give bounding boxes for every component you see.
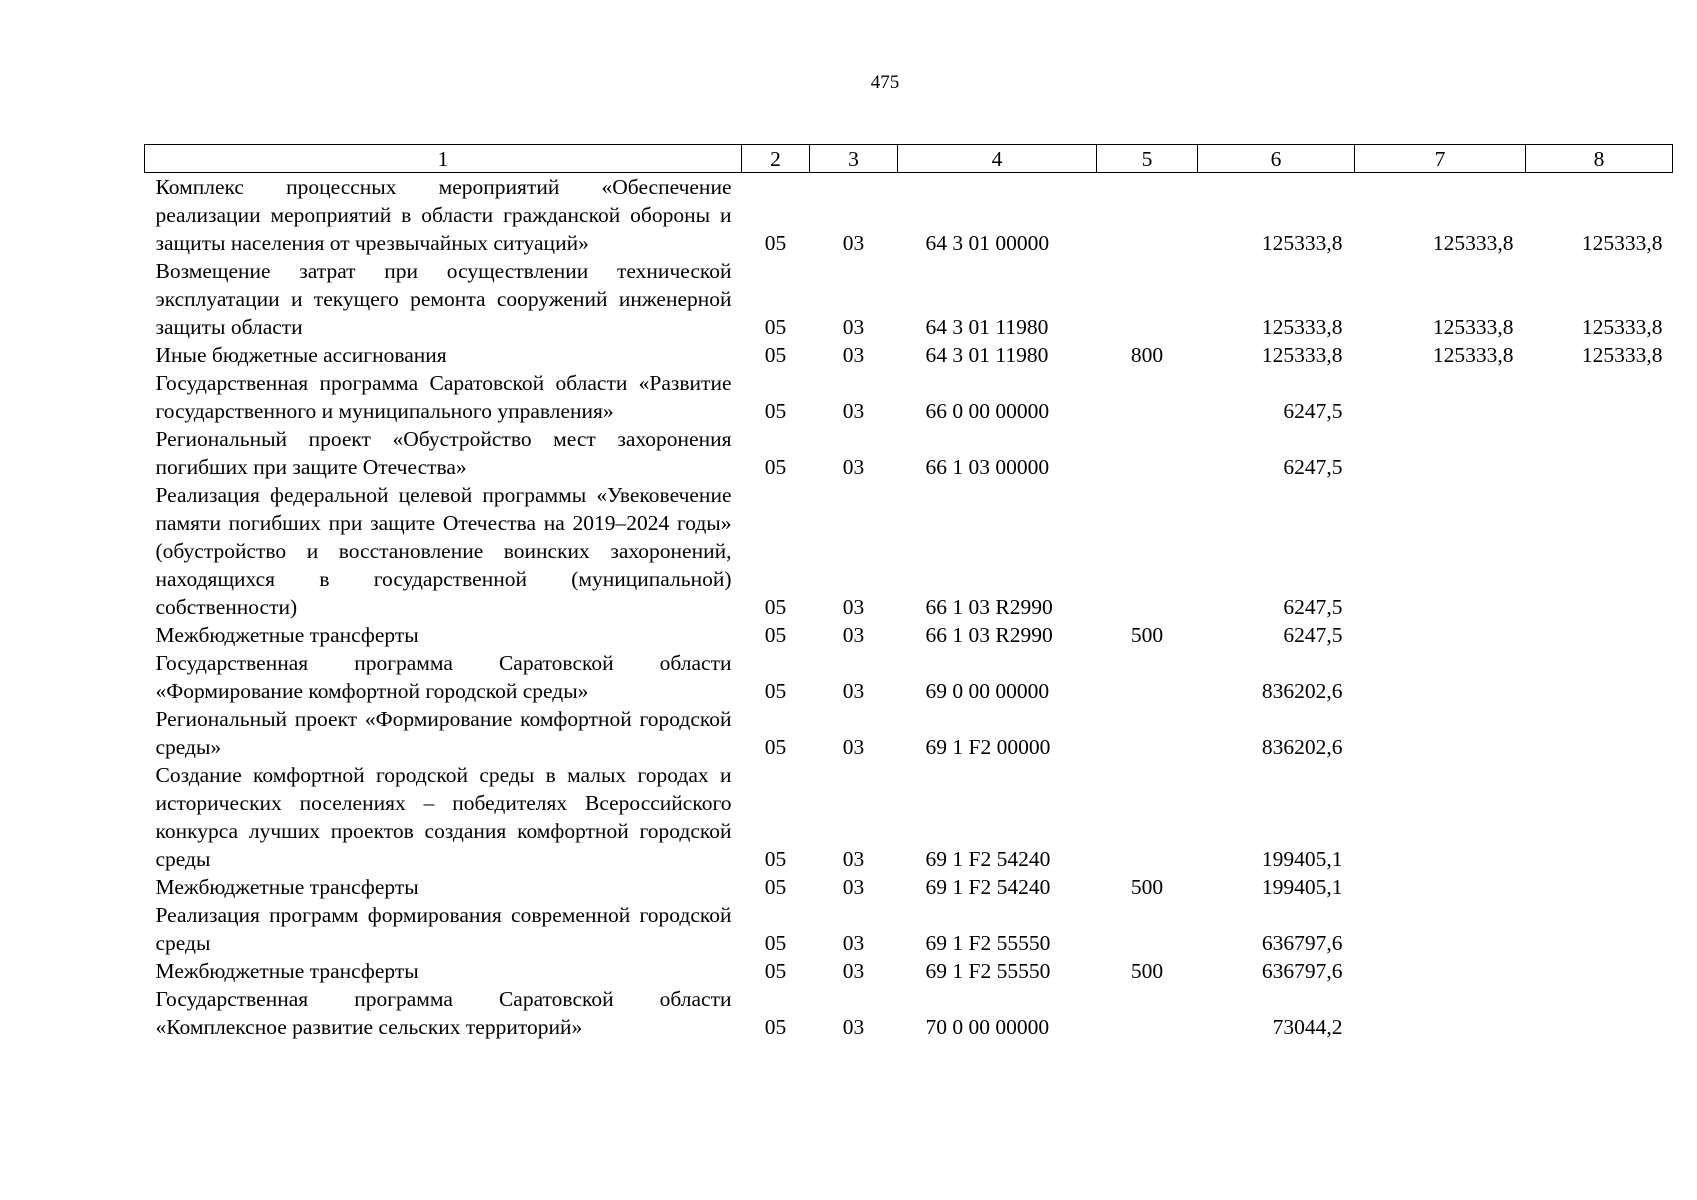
amount-col-7: 125333,8 xyxy=(1432,343,1514,367)
amount-col-7 xyxy=(1355,369,1526,425)
column-header-2: 2 xyxy=(742,145,810,173)
section-code: 05 xyxy=(764,931,787,955)
amount-col-6: 836202,6 xyxy=(1261,735,1343,759)
section-code: 05 xyxy=(764,343,787,367)
table-row xyxy=(145,425,1673,481)
target-article-code: 64 3 01 00000 xyxy=(925,231,1050,255)
expense-type-code xyxy=(1097,901,1198,957)
table-row xyxy=(145,481,1673,621)
section-code: 05 xyxy=(764,595,787,619)
amount-col-7 xyxy=(1355,873,1526,901)
column-header-1: 1 xyxy=(145,145,742,173)
target-article-code: 66 1 03 R2990 xyxy=(925,595,1053,619)
amount-col-8 xyxy=(1526,425,1673,481)
column-header-8: 8 xyxy=(1526,145,1673,173)
row-name: Создание комфортной городской среды в малых городах и исторических поселениях – победителях Всероссийского конкурса лучших проектов создания комфортной городской среды xyxy=(155,763,732,871)
expense-type-code xyxy=(1097,257,1198,341)
amount-col-6: 6247,5 xyxy=(1283,595,1343,619)
amount-col-8 xyxy=(1526,481,1673,621)
column-header-6: 6 xyxy=(1198,145,1355,173)
amount-col-8: 125333,8 xyxy=(1581,231,1663,255)
row-name: Межбюджетные трансферты xyxy=(155,959,419,983)
table-body xyxy=(145,173,1673,1042)
target-article-code: 66 0 00 00000 xyxy=(925,399,1050,423)
row-name: Региональный проект «Обустройство мест захоронения погибших при защите Отечества» xyxy=(155,427,732,479)
target-article-code: 69 1 F2 55550 xyxy=(925,959,1051,983)
row-name: Межбюджетные трансферты xyxy=(155,623,419,647)
amount-col-8 xyxy=(1526,761,1673,873)
expense-type-code: 800 xyxy=(1130,343,1164,367)
budget-table xyxy=(144,144,1673,1041)
amount-col-6: 6247,5 xyxy=(1283,399,1343,423)
subsection-code: 03 xyxy=(842,231,865,255)
section-code: 05 xyxy=(764,875,787,899)
row-name: Возмещение затрат при осуществлении технической эксплуатации и текущего ремонта сооружений инженерной защиты области xyxy=(155,259,732,339)
amount-col-7 xyxy=(1355,985,1526,1041)
row-name: Государственная программа Саратовской области «Развитие государственного и муниципального управления» xyxy=(155,371,732,423)
amount-col-7 xyxy=(1355,649,1526,705)
table-row xyxy=(145,257,1673,341)
amount-col-6: 125333,8 xyxy=(1261,343,1343,367)
amount-col-8 xyxy=(1526,649,1673,705)
section-code: 05 xyxy=(764,735,787,759)
amount-col-6: 6247,5 xyxy=(1283,623,1343,647)
subsection-code: 03 xyxy=(842,595,865,619)
amount-col-8 xyxy=(1526,369,1673,425)
row-name: Государственная программа Саратовской области «Формирование комфортной городской среды» xyxy=(155,651,732,703)
amount-col-7: 125333,8 xyxy=(1432,231,1514,255)
subsection-code: 03 xyxy=(842,875,865,899)
target-article-code: 66 1 03 R2990 xyxy=(925,623,1053,647)
subsection-code: 03 xyxy=(842,847,865,871)
section-code: 05 xyxy=(764,1015,787,1039)
amount-col-6: 636797,6 xyxy=(1261,931,1343,955)
target-article-code: 69 1 F2 54240 xyxy=(925,847,1051,871)
target-article-code: 69 0 00 00000 xyxy=(925,679,1050,703)
expense-type-code xyxy=(1097,705,1198,761)
amount-col-6: 73044,2 xyxy=(1272,1015,1343,1039)
column-header-5: 5 xyxy=(1097,145,1198,173)
amount-col-7 xyxy=(1355,481,1526,621)
table-row xyxy=(145,621,1673,649)
row-name: Государственная программа Саратовской области «Комплексное развитие сельских территорий» xyxy=(155,987,732,1039)
column-header-4: 4 xyxy=(898,145,1097,173)
amount-col-6: 199405,1 xyxy=(1261,875,1343,899)
subsection-code: 03 xyxy=(842,315,865,339)
expense-type-code: 500 xyxy=(1130,623,1164,647)
expense-type-code: 500 xyxy=(1130,959,1164,983)
row-name: Региональный проект «Формирование комфортной городской среды» xyxy=(155,707,732,759)
section-code: 05 xyxy=(764,959,787,983)
column-header-7: 7 xyxy=(1355,145,1526,173)
amount-col-8: 125333,8 xyxy=(1581,343,1663,367)
table-row xyxy=(145,761,1673,873)
target-article-code: 64 3 01 11980 xyxy=(925,343,1049,367)
column-header-3: 3 xyxy=(810,145,898,173)
amount-col-8 xyxy=(1526,957,1673,985)
amount-col-6: 6247,5 xyxy=(1283,455,1343,479)
target-article-code: 69 1 F2 54240 xyxy=(925,875,1051,899)
row-name: Межбюджетные трансферты xyxy=(155,875,419,899)
amount-col-8 xyxy=(1526,873,1673,901)
section-code: 05 xyxy=(764,231,787,255)
target-article-code: 69 1 F2 00000 xyxy=(925,735,1051,759)
amount-col-7 xyxy=(1355,901,1526,957)
table-row xyxy=(145,649,1673,705)
section-code: 05 xyxy=(764,399,787,423)
section-code: 05 xyxy=(764,679,787,703)
amount-col-7 xyxy=(1355,705,1526,761)
table-header xyxy=(145,145,1673,173)
amount-col-7 xyxy=(1355,621,1526,649)
amount-col-8: 125333,8 xyxy=(1581,315,1663,339)
header-row xyxy=(145,145,1673,173)
amount-col-6: 125333,8 xyxy=(1261,231,1343,255)
section-code: 05 xyxy=(764,315,787,339)
subsection-code: 03 xyxy=(842,679,865,703)
table-row xyxy=(145,705,1673,761)
table-row xyxy=(145,957,1673,985)
page-number: 475 xyxy=(870,72,900,93)
amount-col-7: 125333,8 xyxy=(1432,315,1514,339)
amount-col-8 xyxy=(1526,901,1673,957)
subsection-code: 03 xyxy=(842,735,865,759)
target-article-code: 64 3 01 11980 xyxy=(925,315,1049,339)
row-name: Реализация программ формирования современной городской среды xyxy=(155,903,732,955)
row-name: Реализация федеральной целевой программы «Увековечение памяти погибших при защите Отечества на 2019–2024 годы» (обустройство и восстановление воинских захоронений, находящихся в государственной (муниципальной) собственности) xyxy=(155,483,732,619)
subsection-code: 03 xyxy=(842,931,865,955)
table-row xyxy=(145,369,1673,425)
table-row xyxy=(145,173,1673,258)
target-article-code: 69 1 F2 55550 xyxy=(925,931,1051,955)
amount-col-6: 199405,1 xyxy=(1261,847,1343,871)
subsection-code: 03 xyxy=(842,399,865,423)
section-code: 05 xyxy=(764,623,787,647)
subsection-code: 03 xyxy=(842,455,865,479)
subsection-code: 03 xyxy=(842,959,865,983)
amount-col-6: 125333,8 xyxy=(1261,315,1343,339)
amount-col-7 xyxy=(1355,957,1526,985)
target-article-code: 70 0 00 00000 xyxy=(925,1015,1050,1039)
table-row xyxy=(145,873,1673,901)
amount-col-6: 636797,6 xyxy=(1261,959,1343,983)
amount-col-6: 836202,6 xyxy=(1261,679,1343,703)
row-name: Комплекс процессных мероприятий «Обеспечение реализации мероприятий в области гражданской обороны и защиты населения от чрезвычайных ситуаций» xyxy=(155,175,732,255)
subsection-code: 03 xyxy=(842,623,865,647)
amount-col-8 xyxy=(1526,985,1673,1041)
section-code: 05 xyxy=(764,847,787,871)
amount-col-7 xyxy=(1355,425,1526,481)
expense-type-code xyxy=(1097,985,1198,1041)
expense-type-code xyxy=(1097,425,1198,481)
amount-col-7 xyxy=(1355,761,1526,873)
row-name: Иные бюджетные ассигнования xyxy=(155,343,447,367)
section-code: 05 xyxy=(764,455,787,479)
expense-type-code xyxy=(1097,173,1198,258)
expense-type-code xyxy=(1097,481,1198,621)
subsection-code: 03 xyxy=(842,1015,865,1039)
amount-col-8 xyxy=(1526,705,1673,761)
expense-type-code xyxy=(1097,761,1198,873)
expense-type-code: 500 xyxy=(1130,875,1164,899)
expense-type-code xyxy=(1097,649,1198,705)
subsection-code: 03 xyxy=(842,343,865,367)
amount-col-8 xyxy=(1526,621,1673,649)
table-row xyxy=(145,985,1673,1041)
expense-type-code xyxy=(1097,369,1198,425)
target-article-code: 66 1 03 00000 xyxy=(925,455,1050,479)
table-row xyxy=(145,901,1673,957)
table-row xyxy=(145,341,1673,369)
